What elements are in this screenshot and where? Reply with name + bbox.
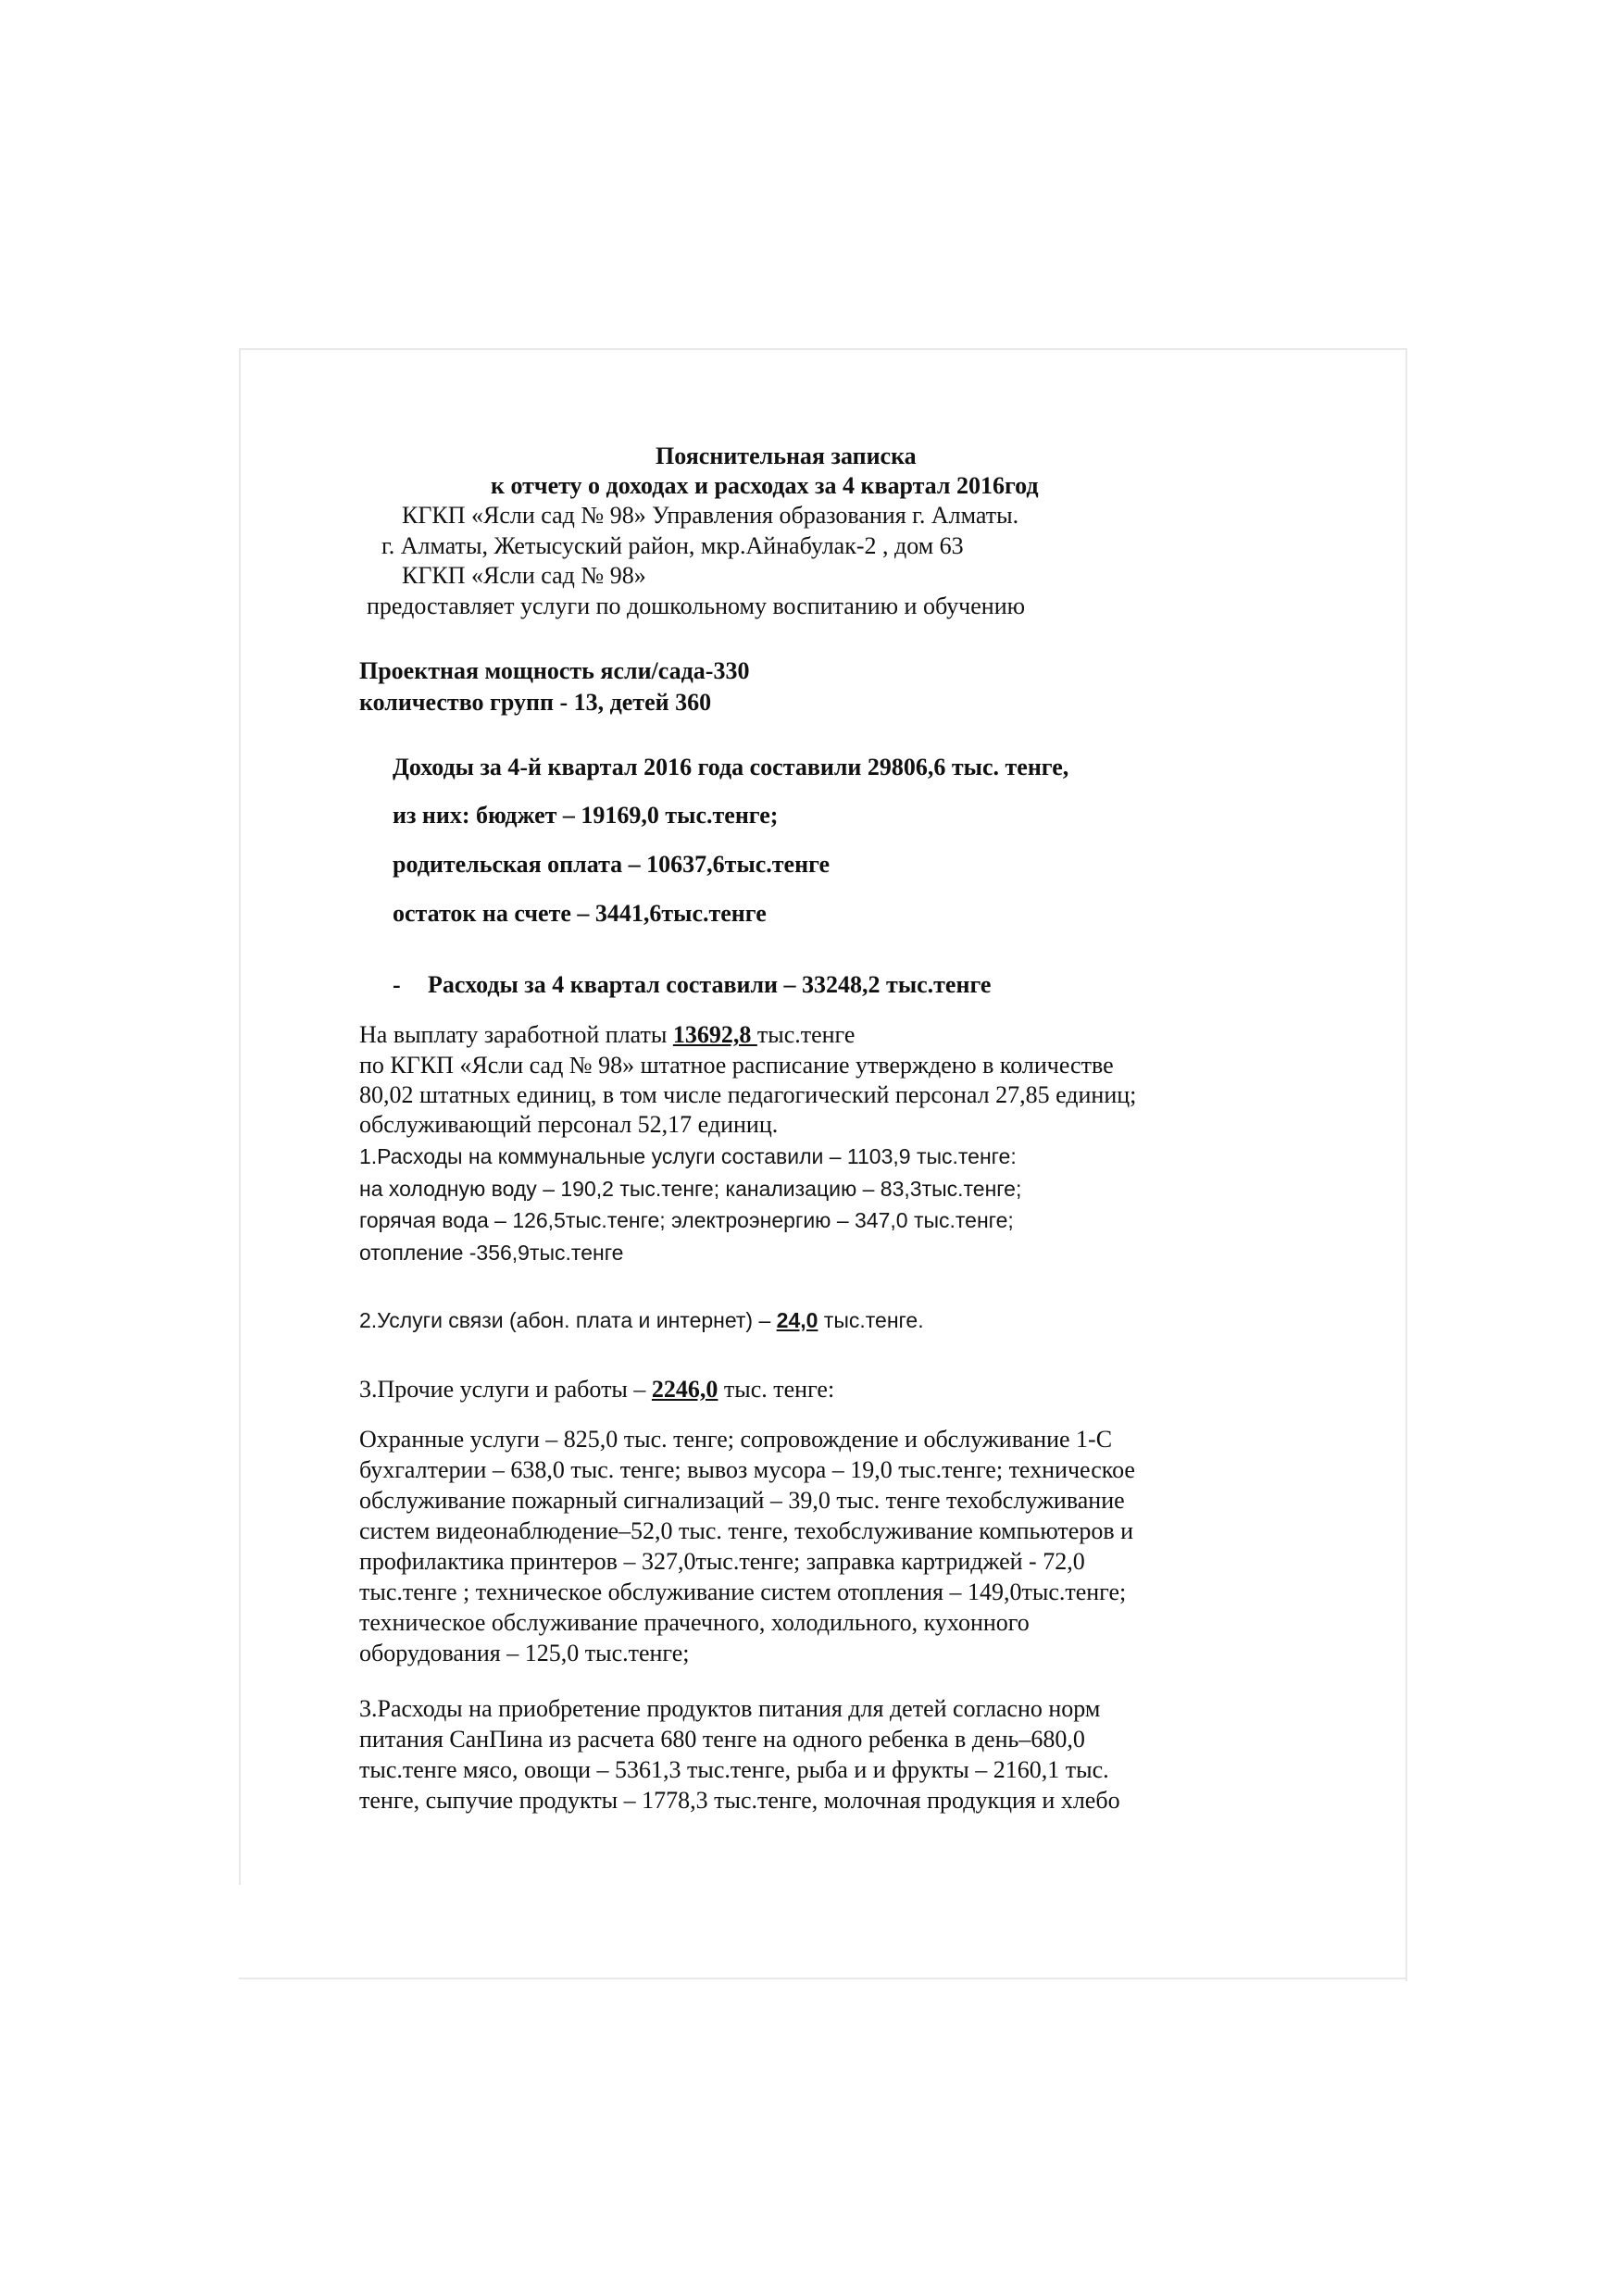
- food-line: 3.Расходы на приобретение продуктов питания для детей согласно норм: [359, 1695, 1101, 1722]
- communication-line: [359, 1308, 924, 1332]
- design-capacity: Проектная мощность ясли/сада-330: [359, 657, 750, 684]
- salary-detail-line: 80,02 штатных единиц, в том числе педагогический персонал 27,85 единиц;: [359, 1081, 1137, 1108]
- sheet-edge-left: [239, 348, 241, 1885]
- communication-prefix: 2.Услуги связи (абон. плата и интернет) –: [359, 1308, 777, 1332]
- utilities-line: 1.Расходы на коммунальные услуги составили – 1103,9 тыс.тенге:: [359, 1144, 1017, 1168]
- salary-amount: 13692,8: [672, 1021, 757, 1048]
- other-services-line: тыс.тенге ; техническое обслуживание систем отопления – 149,0тыс.тенге;: [359, 1578, 1127, 1605]
- salary-prefix: На выплату заработной платы: [359, 1021, 673, 1048]
- other-services-line: профилактика принтеров – 327,0тыс.тенге; заправка картриджей - 72,0: [359, 1548, 1085, 1575]
- other-services-line: оборудования – 125,0 тыс.тенге;: [359, 1640, 690, 1666]
- income-balance: остаток на счете – 3441,6тыс.тенге: [393, 900, 767, 927]
- services-line: предоставляет услуги по дошкольному воспитанию и обучению: [367, 593, 1026, 619]
- sheet-edge-right: [1405, 348, 1407, 1981]
- food-line: питания СанПина из расчета 680 тенге на одного ребенка в день–680,0: [359, 1726, 1085, 1753]
- address-line: г. Алматы, Жетысуский район, мкр.Айнабулак-2 , дом 63: [381, 532, 964, 559]
- other-services-heading: [359, 1376, 834, 1404]
- groups-count: количество групп - 13, детей 360: [359, 689, 712, 716]
- document-subtitle: к отчету о доходах и расходах за 4 квартал 2016год: [491, 472, 1039, 499]
- salary-detail-line: обслуживающий персонал 52,17 единиц.: [359, 1111, 779, 1138]
- org-name: КГКП «Ясли сад № 98»: [402, 562, 646, 589]
- other-services-line: систем видеонаблюдение–52,0 тыс. тенге, техобслуживание компьютеров и: [359, 1517, 1134, 1544]
- communication-suffix: тыс.тенге.: [818, 1308, 924, 1332]
- food-line: тыс.тенге мясо, овощи – 5361,3 тыс.тенге, рыба и и фрукты – 2160,1 тыс.: [359, 1756, 1109, 1783]
- other-services-line: Охранные услуги – 825,0 тыс. тенге; сопровождение и обслуживание 1-С: [359, 1426, 1113, 1453]
- other-services-line: бухгалтерии – 638,0 тыс. тенге; вывоз мусора – 19,0 тыс.тенге; техническое: [359, 1456, 1135, 1483]
- food-line: тенге, сыпучие продукты – 1778,3 тыс.тенге, молочная продукция и хлебо: [359, 1787, 1120, 1814]
- income-budget: из них: бюджет – 19169,0 тыс.тенге;: [393, 802, 779, 829]
- other-services-amount: 2246,0: [651, 1376, 718, 1403]
- salary-suffix: тыс.тенге: [756, 1021, 856, 1048]
- other-services-line: обслуживание пожарный сигнализаций – 39,0 тыс. тенге техобслуживание: [359, 1487, 1125, 1514]
- income-total: Доходы за 4-й квартал 2016 года составили 29806,6 тыс. тенге,: [393, 754, 1069, 780]
- document-title: Пояснительная записка: [656, 443, 917, 469]
- salary-line: [359, 1021, 855, 1049]
- org-line: КГКП «Ясли сад № 98» Управления образования г. Алматы.: [402, 502, 1019, 529]
- communication-amount: 24,0: [776, 1308, 818, 1332]
- expenses-total: Расходы за 4 квартал составили – 33248,2 тыс.тенге: [428, 971, 992, 998]
- utilities-line: горячая вода – 126,5тыс.тенге; электроэнергию – 347,0 тыс.тенге;: [359, 1208, 1014, 1232]
- other-services-line: техническое обслуживание прачечного, холодильного, кухонного: [359, 1609, 1030, 1636]
- other-services-suffix: тыс. тенге:: [718, 1376, 835, 1403]
- utilities-line: отопление -356,9тыс.тенге: [359, 1241, 624, 1265]
- sheet-edge-top: [239, 348, 1407, 350]
- expenses-bullet: -: [393, 971, 401, 998]
- income-parental: родительская оплата – 10637,6тыс.тенге: [393, 851, 831, 878]
- utilities-line: на холодную воду – 190,2 тыс.тенге; канализацию – 83,3тыс.тенге;: [359, 1177, 1022, 1201]
- salary-detail-line: по КГКП «Ясли сад № 98» штатное расписание утверждено в количестве: [359, 1052, 1114, 1079]
- sheet-edge-bottom: [239, 1978, 1407, 1979]
- other-services-prefix: 3.Прочие услуги и работы –: [359, 1376, 652, 1403]
